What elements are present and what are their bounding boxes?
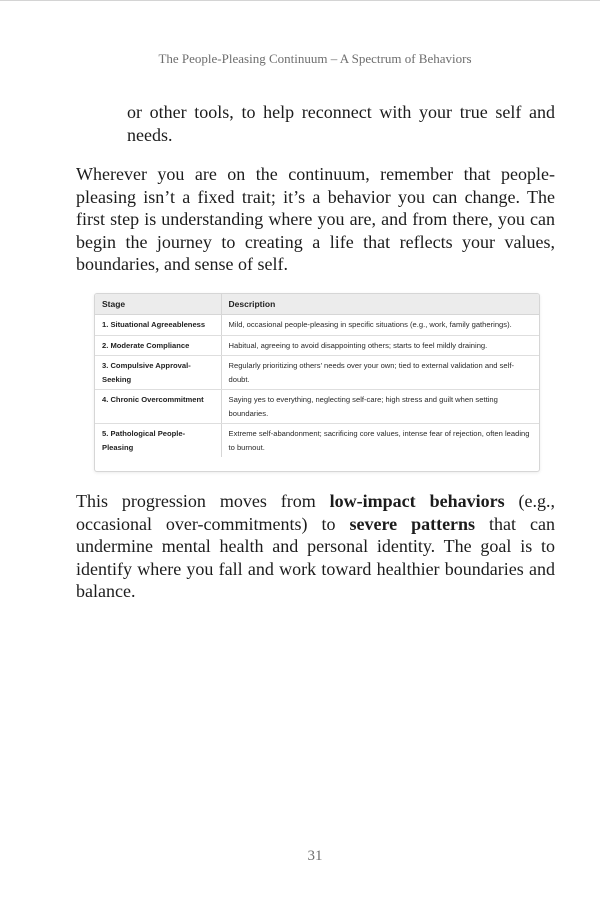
table-row <box>95 315 539 336</box>
severe-patterns-emphasis: severe patterns <box>349 513 476 534</box>
continuum-paragraph: Wherever you are on the continuum, remember that people-pleasing isn’t a fixed trait; it’s a behavior you can change. The first step is understanding where you are, and from there, you can begin the journey to creating a life that reflects your values, boundaries, and sense of self. <box>76 164 555 274</box>
header-description: Description <box>221 294 539 315</box>
description-cell: Mild, occasional people-pleasing in specific situations (e.g., work, family gatherings). <box>221 315 539 336</box>
progression-text-3: that can undermine mental health and personal identity. The goal is to identify where you fall and work toward healthier boundaries and balance. <box>76 513 555 601</box>
table-row <box>95 390 539 424</box>
progression-text-2: (e.g., occasional over-commitments) to <box>76 491 555 534</box>
running-header: The People-Pleasing Continuum – A Spectrum of Behaviors <box>158 51 472 66</box>
table-header-row <box>95 294 539 315</box>
table-row <box>95 335 539 356</box>
indented-paragraph: or other tools, to help reconnect with your true self and needs. <box>127 102 555 145</box>
description-cell: Habitual, agreeing to avoid disappointing others; starts to feel mildly draining. <box>221 335 539 356</box>
low-impact-emphasis: low-impact behaviors <box>329 491 505 511</box>
stages-table-grid <box>95 294 539 457</box>
stage-cell: 5. Pathological People-Pleasing <box>102 429 186 452</box>
stages-table <box>94 293 540 472</box>
table-row <box>95 356 539 390</box>
description-cell: Regularly prioritizing others’ needs over your own; tied to external validation and self-doubt. <box>221 356 539 390</box>
stage-cell: 1. Situational Agreeableness <box>95 315 221 336</box>
page-top-rule <box>0 0 600 1</box>
header-stage: Stage <box>95 294 221 315</box>
progression-paragraph <box>76 490 555 603</box>
progression-text-1: This progression moves from <box>76 491 330 511</box>
stage-cell: 2. Moderate Compliance <box>95 335 221 356</box>
table-row <box>95 424 539 458</box>
stage-cell: 3. Compulsive Approval-Seeking <box>95 356 221 390</box>
description-cell: Extreme self-abandonment; sacrificing core values, intense fear of rejection, often leading to burnout. <box>221 424 539 458</box>
stage-cell: 4. Chronic Overcommitment <box>95 390 221 424</box>
page-number: 31 <box>307 848 323 864</box>
description-cell: Saying yes to everything, neglecting self-care; high stress and guilt when setting boundaries. <box>221 390 539 424</box>
